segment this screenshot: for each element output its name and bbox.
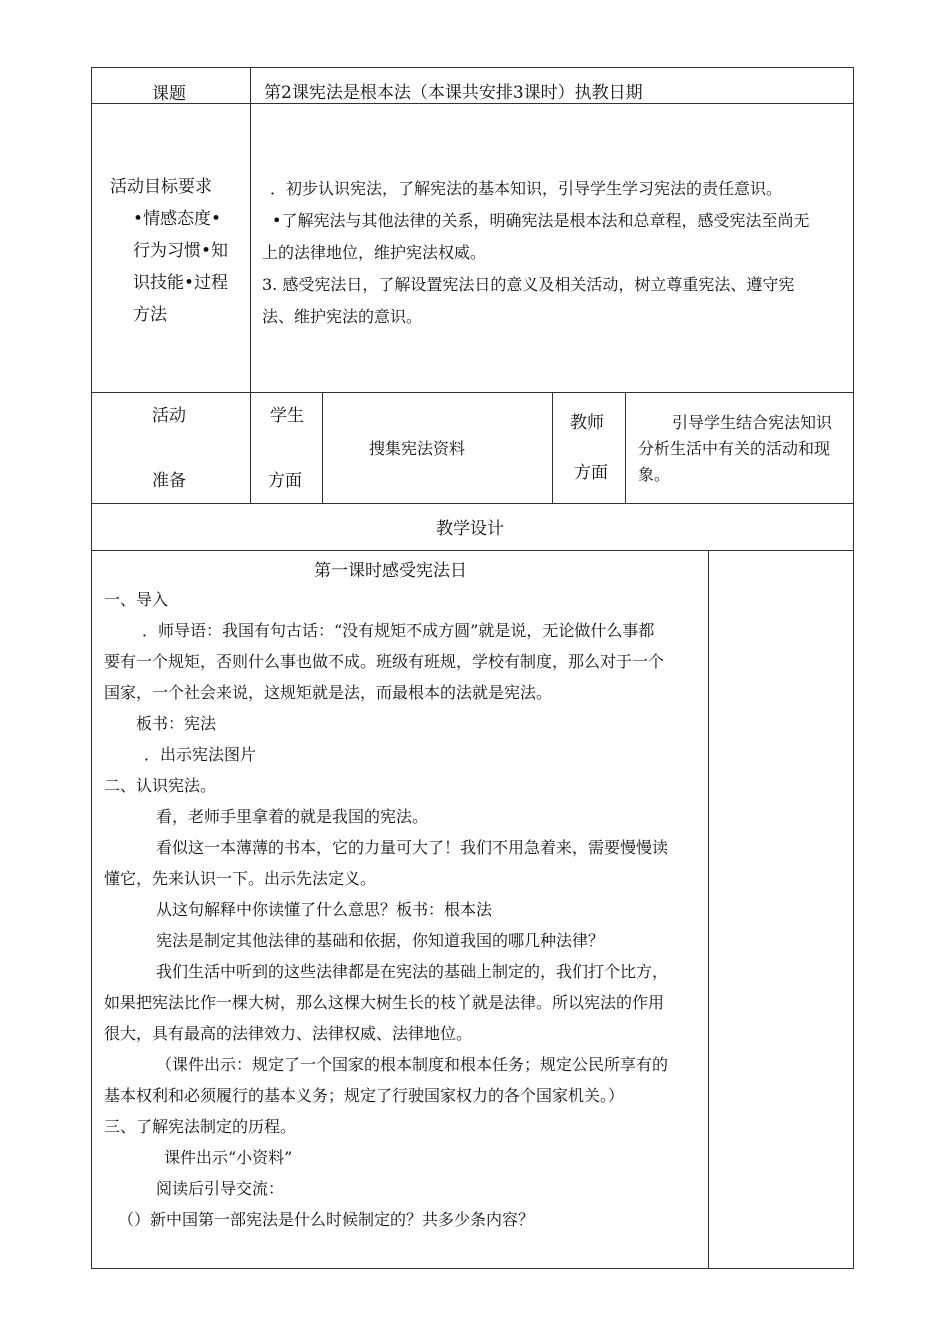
lesson-line: 看似这一本薄薄的书本，它的力量可大了！我们不用急着来，需要慢慢读 [156, 838, 669, 857]
lesson-line: 我们生活中听到的这些法律都是在宪法的基础上制定的，我们打个比方， [156, 962, 669, 981]
goal-line: •了解宪法与其他法律的关系，明确宪法是根本法和总章程，感受宪法至尚无 [272, 211, 810, 230]
goal-line: 法、维护宪法的意识。 [262, 307, 423, 326]
goals-label-line: •情感态度• [133, 209, 222, 229]
prep-label-top: 活动 [152, 406, 186, 426]
lesson-line: 一、导入 [104, 590, 169, 609]
teacher-content [638, 410, 850, 488]
table-border-bottom [91, 1268, 854, 1269]
lesson-line: 宪法是制定其他法律的基础和依据，你知道我国的哪几种法律？ [156, 931, 605, 950]
teacher-label-top: 教师 [570, 413, 604, 433]
goal-line: ．初步认识宪法，了解宪法的基本知识，引导学生学习宪法的责任意识。 [270, 179, 783, 198]
lesson-line: 如果把宪法比作一棵大树，那么这棵大树生长的枝丫就是法律。所以宪法的作用 [104, 993, 665, 1012]
prep-label-bottom: 准备 [152, 471, 186, 491]
lesson-line: 阅读后引导交流： [156, 1179, 285, 1198]
lesson-line: 看，老师手里拿着的就是我国的宪法。 [156, 807, 429, 826]
teacher-content-line: 象。 [638, 465, 671, 484]
row-divider [91, 503, 854, 504]
lesson-line: （）新中国第一部宪法是什么时候制定的？共多少条内容？ [118, 1210, 535, 1229]
header-value: 第2课宪法是根本法（本课共安排3课时）执教日期 [264, 83, 643, 103]
teacher-content-line: 引导学生结合宪法知识 [672, 413, 833, 432]
lesson-body [104, 584, 704, 1235]
teacher-label-bottom: 方面 [574, 463, 608, 483]
student-label-top: 学生 [270, 406, 304, 426]
teacher-content-line: 分析生活中有关的活动和现 [638, 439, 831, 458]
row-divider [91, 103, 854, 104]
lesson-line: 板书：宪法 [136, 714, 217, 733]
lesson-line: 很大，具有最高的法律效力、法律权威、法律地位。 [104, 1024, 473, 1043]
column-divider [250, 67, 251, 504]
lesson-line: （课件出示：规定了一个国家的根本制度和根本任务；规定公民所享有的 [156, 1055, 669, 1074]
lesson-line: 懂它，先来认识一下。出示先法定义。 [104, 869, 377, 888]
column-divider [322, 392, 323, 504]
goals-label-line: 行为习惯•知 [133, 241, 229, 261]
lesson-line: 三、了解宪法制定的历程。 [104, 1117, 297, 1136]
lesson-line: 要有一个规矩，否则什么事也做不成。班级有班规，学校有制度，那么对于一个 [104, 652, 665, 671]
lesson-line: ．出示宪法图片 [144, 745, 257, 764]
table-border-left [91, 67, 92, 1269]
student-content: 搜集宪法资料 [369, 439, 466, 458]
column-divider [552, 392, 553, 504]
table-border-top [91, 67, 854, 68]
goals-label-line: 方法 [133, 305, 167, 325]
goals-label [110, 171, 250, 331]
column-divider [625, 392, 626, 504]
goal-line: 3. 感受宪法日，了解设置宪法日的意义及相关活动，树立尊重宪法、遵守宪 [262, 275, 795, 294]
goals-content [262, 173, 847, 333]
design-title: 教学设计 [436, 519, 504, 539]
lesson-line: 从这句解释中你读懂了什么意思？板书：根本法 [156, 900, 493, 919]
goals-label-line: 活动目标要求 [110, 177, 212, 197]
lesson-line: 基本权利和必须履行的基本义务；规定了行驶国家权力的各个国家机关。） [104, 1086, 625, 1105]
table-border-right [853, 67, 854, 1269]
lesson-line: 国家，一个社会来说，这规矩就是法，而最根本的法就是宪法。 [104, 683, 553, 702]
student-label-bottom: 方面 [268, 471, 302, 491]
header-label: 课题 [152, 84, 186, 104]
column-divider [708, 550, 709, 1269]
row-divider [91, 550, 854, 551]
lesson-title: 第一课时感受宪法日 [314, 561, 467, 581]
goal-line: 上的法律地位，维护宪法权威。 [262, 243, 487, 262]
lesson-line: 二、认识宪法。 [104, 776, 217, 795]
goals-label-line: 识技能•过程 [133, 273, 229, 293]
lesson-line: 课件出示“小资料” [164, 1148, 293, 1167]
row-divider [91, 392, 854, 393]
lesson-line: ．师导语：我国有句古话：“没有规矩不成方圆”就是说，无论做什么事都 [142, 621, 655, 640]
